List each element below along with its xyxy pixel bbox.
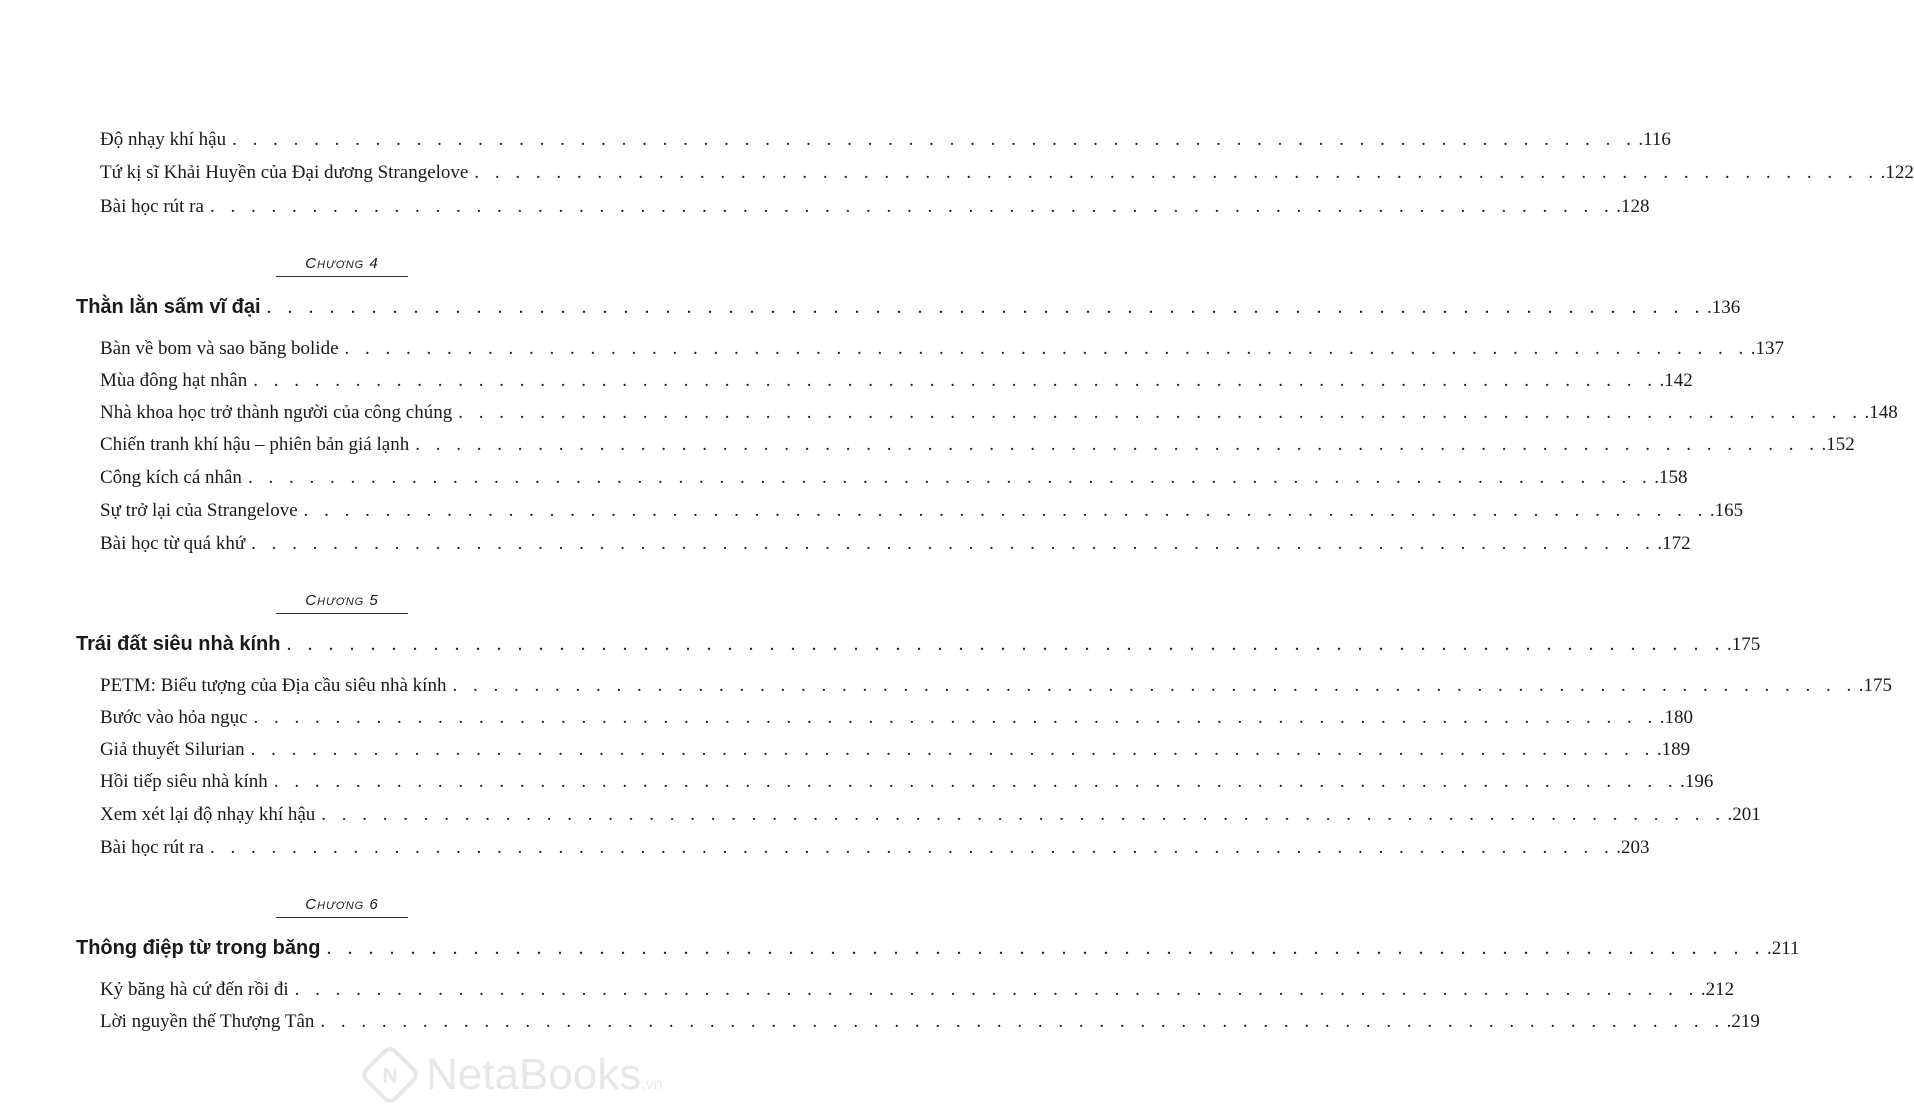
toc-entry[interactable]	[100, 532, 1691, 556]
dot-leader: . . . . . . . . . . . . . . . . . . . . . . . . . . . . . . . . . . . . . . . . . . . . . . . . . . . . . . . . . . . . . . . . . . . . .	[320, 1011, 1725, 1032]
toc-entry[interactable]	[100, 978, 1735, 1002]
toc-entry-title: Bài học rút ra	[100, 837, 204, 858]
toc-entry[interactable]	[100, 803, 1761, 827]
chapter-number: 4	[369, 255, 379, 272]
toc-entry[interactable]	[100, 738, 1691, 762]
chapter-title: Trái đất siêu nhà kính	[76, 633, 281, 655]
toc-entry-title: Xem xét lại độ nhạy khí hậu	[100, 804, 316, 825]
toc-entry-title: Công kích cá nhân	[100, 467, 242, 488]
chapter-title-entry[interactable]	[76, 632, 1761, 657]
toc-entry-page: .142	[1659, 370, 1693, 391]
dot-leader: . . . . . . . . . . . . . . . . . . . . . . . . . . . . . . . . . . . . . . . . . . . . . . . . . . . . . . . . . . . . . . . . . . . . .	[209, 837, 1615, 858]
n-diamond-icon: N	[358, 1043, 421, 1106]
toc-entry-title: Mùa đông hạt nhân	[100, 370, 248, 391]
dot-leader: . . . . . . . . . . . . . . . . . . . . . . . . . . . . . . . . . . . . . . . . . . . . . . . . . . . . . . . . . . . . . . . . . . . . .	[452, 675, 1857, 696]
toc-entry-title: Bàn về bom và sao băng bolide	[100, 338, 339, 359]
toc-entry-title: Bài học rút ra	[100, 196, 204, 217]
chapter-number: 5	[369, 592, 379, 609]
toc-entry[interactable]	[100, 433, 1855, 457]
chapter-label: CHƯƠNG 5	[305, 592, 379, 609]
toc-entry[interactable]	[100, 369, 1693, 393]
toc-entry[interactable]	[100, 337, 1785, 361]
toc-entry-page: .122	[1880, 162, 1914, 183]
dot-leader: . . . . . . . . . . . . . . . . . . . . . . . . . . . . . . . . . . . . . . . . . . . . . . . . . . . . . . . . . . . . . . . . . . . . .	[294, 979, 1699, 1000]
toc-entry-page: .180	[1659, 707, 1694, 728]
dot-leader: . . . . . . . . . . . . . . . . . . . . . . . . . . . . . . . . . . . . . . . . . . . . . . . . . . . . . . . . . . . . . . . . . . . . .	[326, 937, 1765, 959]
dot-leader: . . . . . . . . . . . . . . . . . . . . . . . . . . . . . . . . . . . . . . . . . . . . . . . . . . . . . . . . . . . . . . . . . . . . .	[250, 739, 1655, 760]
dot-leader: . . . . . . . . . . . . . . . . . . . . . . . . . . . . . . . . . . . . . . . . . . . . . . . . . . . . . . . . . . . . . . . . . . . . .	[247, 467, 1653, 488]
chapter-divider	[276, 276, 408, 277]
toc-entry-page: .137	[1750, 338, 1785, 359]
dot-leader: . . . . . . . . . . . . . . . . . . . . . . . . . . . . . . . . . . . . . . . . . . . . . . . . . . . . . . . . . . . . . . . . . . . . .	[415, 434, 1820, 455]
toc-entry[interactable]	[100, 466, 1688, 490]
toc-entry[interactable]	[100, 401, 1898, 425]
dot-leader: . . . . . . . . . . . . . . . . . . . . . . . . . . . . . . . . . . . . . . . . . . . . . . . . . . . . . . . . . . . . . . . . . . . . .	[253, 370, 1658, 391]
dot-leader: . . . . . . . . . . . . . . . . . . . . . . . . . . . . . . . . . . . . . . . . . . . . . . . . . . . . . . . . . . . . . . . . . . . . .	[232, 129, 1637, 150]
chapter-divider	[276, 917, 408, 918]
toc-entry-page: .152	[1821, 434, 1855, 455]
dot-leader: . . . . . . . . . . . . . . . . . . . . . . . . . . . . . . . . . . . . . . . . . . . . . . . . . . . . . . . . . . . . . . . . . . . . .	[209, 196, 1615, 217]
chapter-title: Thằn lằn sấm vĩ đại	[76, 296, 261, 318]
chapter-label: CHƯƠNG 4	[305, 255, 379, 272]
toc-entry-title: Hồi tiếp siêu nhà kính	[100, 771, 268, 792]
toc-entry[interactable]	[100, 1010, 1760, 1034]
toc-entry-page: .175	[1858, 675, 1892, 696]
dot-leader: . . . . . . . . . . . . . . . . . . . . . . . . . . . . . . . . . . . . . . . . . . . . . . . . . . . . . . . . . . . . . . . . . . . . .	[266, 296, 1706, 318]
dot-leader: . . . . . . . . . . . . . . . . . . . . . . . . . . . . . . . . . . . . . . . . . . . . . . . . . . . . . . . . . . . . . . . . . . . . .	[251, 533, 1656, 554]
dot-leader: . . . . . . . . . . . . . . . . . . . . . . . . . . . . . . . . . . . . . . . . . . . . . . . . . . . . . . . . . . . . . . . . . . . . .	[321, 804, 1726, 825]
watermark-tld: .vn	[641, 1076, 663, 1093]
toc-entry-title: Độ nhạy khí hậu	[100, 129, 227, 150]
dot-leader: . . . . . . . . . . . . . . . . . . . . . . . . . . . . . . . . . . . . . . . . . . . . . . . . . . . . . . . . . . . . . . . . . . . . .	[344, 338, 1749, 359]
toc-entry-title: Giả thuyết Silurian	[100, 739, 245, 760]
dot-leader: . . . . . . . . . . . . . . . . . . . . . . . . . . . . . . . . . . . . . . . . . . . . . . . . . . . . . . . . . . . . . . . . . . . . .	[458, 402, 1863, 423]
dot-leader: . . . . . . . . . . . . . . . . . . . . . . . . . . . . . . . . . . . . . . . . . . . . . . . . . . . . . . . . . . . . . . . . . . . . .	[474, 162, 1879, 183]
chapter-divider	[276, 613, 408, 614]
toc-entry-page: .212	[1700, 979, 1735, 1000]
toc-entry-title: Tứ kị sĩ Khải Huyền của Đại dương Strangelove	[100, 162, 469, 183]
toc-entry-page: .189	[1656, 739, 1691, 760]
dot-leader: . . . . . . . . . . . . . . . . . . . . . . . . . . . . . . . . . . . . . . . . . . . . . . . . . . . . . . . . . . . . . . . . . . . . .	[253, 707, 1658, 728]
toc-entry[interactable]	[100, 674, 1892, 698]
toc-entry[interactable]	[100, 195, 1650, 219]
chapter-label: CHƯƠNG 6	[305, 896, 379, 913]
dot-leader: . . . . . . . . . . . . . . . . . . . . . . . . . . . . . . . . . . . . . . . . . . . . . . . . . . . . . . . . . . . . . . . . . . . . .	[303, 500, 1708, 521]
toc-entry-page: .203	[1616, 837, 1650, 858]
chapter-page: .211	[1766, 938, 1800, 959]
toc-entry-title: Bước vào hỏa ngục	[100, 707, 248, 728]
chapter-title: Thông điệp từ trong băng	[76, 937, 321, 959]
toc-entry-title: Lời nguyền thế Thượng Tân	[100, 1011, 315, 1032]
chapter-page: .175	[1727, 634, 1761, 655]
netabooks-watermark	[362, 1040, 692, 1110]
toc-entry-page: .172	[1657, 533, 1691, 554]
chapter-number: 6	[369, 896, 379, 913]
toc-entry-title: Kỷ băng hà cứ đến rồi đi	[100, 979, 289, 1000]
dot-leader: . . . . . . . . . . . . . . . . . . . . . . . . . . . . . . . . . . . . . . . . . . . . . . . . . . . . . . . . . . . . . . . . . . . . .	[286, 633, 1725, 655]
toc-entry[interactable]	[100, 128, 1671, 152]
toc-entry[interactable]	[100, 161, 1914, 185]
dot-leader: . . . . . . . . . . . . . . . . . . . . . . . . . . . . . . . . . . . . . . . . . . . . . . . . . . . . . . . . . . . . . . . . . . . . .	[273, 771, 1679, 792]
toc-entry-title: Sự trở lại của Strangelove	[100, 500, 298, 521]
toc-entry-page: .148	[1864, 402, 1898, 423]
toc-entry-page: .165	[1709, 500, 1744, 521]
toc-entry[interactable]	[100, 706, 1694, 730]
toc-entry[interactable]	[100, 836, 1650, 860]
watermark-brand: NetaBooks	[426, 1050, 642, 1099]
toc-entry-page: .201	[1727, 804, 1761, 825]
toc-entry-title: PETM: Biểu tượng của Địa cầu siêu nhà kính	[100, 675, 447, 696]
toc-entry-page: .128	[1616, 196, 1650, 217]
toc-entry-page: .196	[1680, 771, 1714, 792]
chapter-title-entry[interactable]	[76, 936, 1800, 961]
toc-entry-title: Chiến tranh khí hậu – phiên bản giá lạnh	[100, 434, 410, 455]
toc-entry-page: .219	[1726, 1011, 1760, 1032]
toc-entry[interactable]	[100, 499, 1744, 523]
chapter-page: .136	[1707, 297, 1741, 318]
toc-entry-page: .116	[1638, 129, 1671, 150]
toc-entry-page: .158	[1654, 467, 1688, 488]
toc-entry-title: Bài học từ quá khứ	[100, 533, 246, 554]
chapter-title-entry[interactable]	[76, 295, 1741, 320]
toc-entry[interactable]	[100, 770, 1714, 794]
toc-entry-title: Nhà khoa học trở thành người của công chúng	[100, 402, 453, 423]
